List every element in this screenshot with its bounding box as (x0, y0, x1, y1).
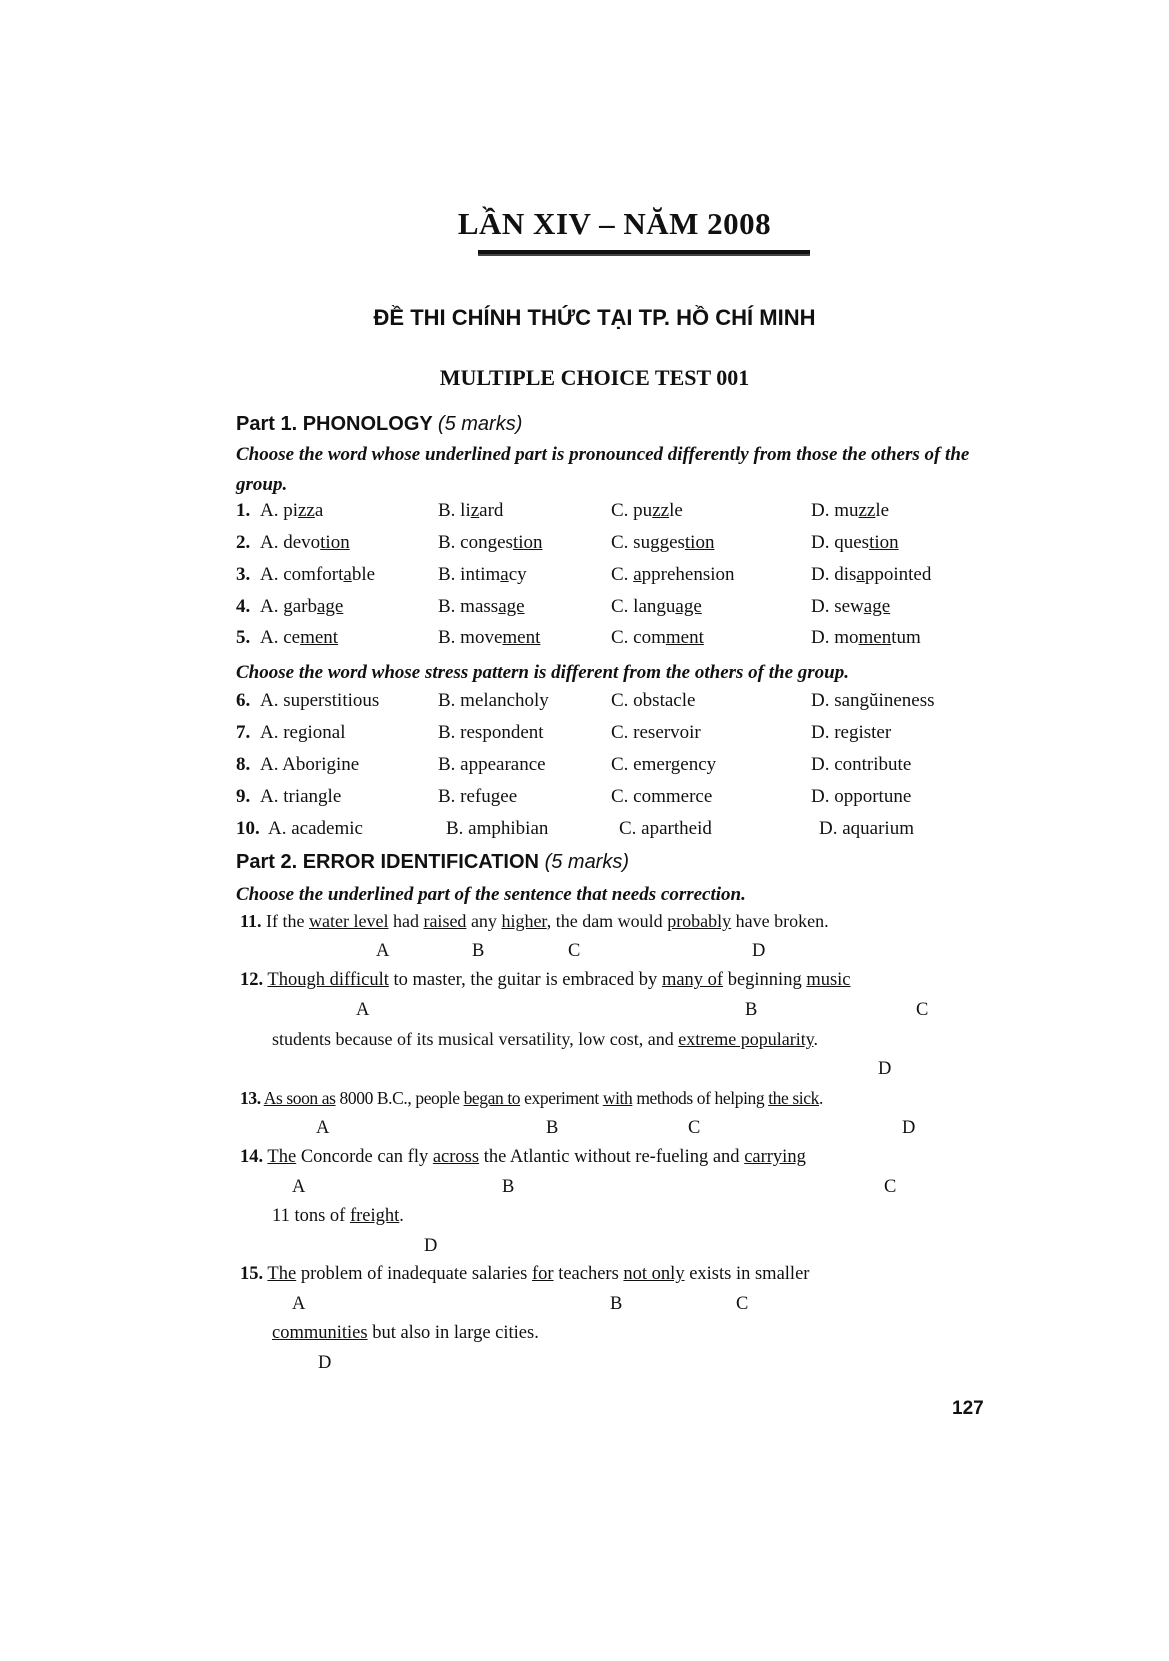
option-text: D. mo (811, 627, 859, 648)
letter-d: D (902, 1118, 916, 1138)
underlined-part: ment (502, 627, 541, 648)
underlined-part-c: not only (623, 1264, 685, 1284)
option-text: cy (508, 564, 527, 585)
underlined-part-d: communities (272, 1323, 368, 1343)
option-c (611, 786, 712, 808)
underlined-part: age (863, 596, 891, 617)
answer-letters-14-d (240, 1236, 960, 1260)
option-b (438, 786, 517, 808)
option-d (819, 818, 914, 840)
option-b (438, 596, 525, 618)
option-text: A. devo (260, 532, 321, 553)
option-a (260, 627, 338, 649)
underlined-part: age (675, 596, 702, 617)
sentence-text: 11 tons of (272, 1206, 350, 1226)
underlined-part-d: extreme popularity (678, 1029, 814, 1049)
question-number: 9. (236, 786, 251, 807)
sentence-text: , the dam would (546, 911, 668, 931)
option-d (811, 564, 931, 586)
page-title: LẦN XIV – NĂM 2008 (457, 206, 772, 241)
underlined-part-b: across (432, 1147, 480, 1167)
phonology-question-10 (236, 818, 996, 848)
letter-d: D (424, 1236, 438, 1256)
option-a (260, 690, 379, 712)
answer-letters-13 (240, 1118, 960, 1142)
sentence-text: problem of inadequate salaries (296, 1264, 532, 1284)
letter-b: B (502, 1177, 515, 1197)
letter-a: A (376, 941, 390, 961)
phonology-question-4 (236, 596, 996, 626)
sentence-text: any (466, 911, 502, 931)
sentence-text: teachers (553, 1264, 624, 1284)
underlined-part: ment (665, 627, 704, 648)
option-text: D. mu (811, 500, 859, 521)
underlined-part-b: many of (661, 970, 724, 990)
option-a (260, 754, 359, 776)
question-number: 4. (236, 596, 251, 617)
option-d (811, 690, 934, 712)
phonology-question-3 (236, 564, 996, 594)
question-13 (240, 1088, 960, 1109)
option-d (811, 596, 890, 618)
sentence-text: had (388, 911, 424, 931)
part2-instruction: Choose the underlined part of the sentence that needs correction. (236, 884, 746, 905)
option-b (438, 754, 546, 776)
part1-marks: (5 marks) (437, 413, 523, 435)
option-b (438, 500, 503, 522)
option-text: C. langu (611, 596, 676, 617)
underlined-part: ment (300, 627, 339, 648)
option-a (260, 722, 345, 744)
option-text: B. respondent (438, 722, 544, 743)
option-text: B. melancholy (438, 690, 549, 711)
option-text: C. reservoir (611, 722, 701, 743)
answer-letters-12 (240, 1000, 960, 1024)
exam-subtitle: ĐỀ THI CHÍNH THỨC TẠI TP. HỒ CHÍ MINH (373, 305, 816, 330)
option-text: a (314, 500, 324, 521)
phonology-question-1 (236, 500, 996, 530)
sentence-text: to master, the guitar is embraced by (388, 970, 662, 990)
phonology-question-8 (236, 754, 996, 784)
option-text: pprehension (641, 564, 735, 585)
option-text: A. ce (260, 627, 301, 648)
option-text: A. comfort (260, 564, 344, 585)
test-name: MULTIPLE CHOICE TEST 001 (439, 365, 750, 390)
question-number: 12. (240, 970, 264, 990)
underlined-part: men (858, 627, 892, 648)
part1-heading-text: Part 1. PHONOLOGY (236, 413, 433, 435)
question-number: 11. (240, 911, 262, 931)
option-text: B. appearance (438, 754, 546, 775)
option-text: D. opportune (811, 786, 912, 807)
option-c (611, 627, 704, 649)
question-number: 1. (236, 500, 251, 521)
sentence-text: . (813, 1029, 819, 1049)
option-a (260, 532, 350, 554)
letter-b: B (546, 1118, 559, 1138)
question-number: 14. (240, 1147, 264, 1167)
option-text: ppointed (864, 564, 932, 585)
question-15 (240, 1264, 960, 1285)
option-text: D. sangŭineness (811, 690, 935, 711)
option-text: le (669, 500, 683, 521)
option-text: C. commerce (611, 786, 713, 807)
question-number: 2. (236, 532, 251, 553)
underlined-part-d: probably (667, 911, 732, 931)
underlined-part-c: carrying (744, 1147, 806, 1167)
sentence-text: exists in smaller (684, 1264, 810, 1284)
sentence-text: beginning (723, 970, 807, 990)
option-b (438, 722, 544, 744)
underlined-part: tion (869, 532, 899, 553)
question-number: 15. (240, 1264, 264, 1284)
part1-instruction-1: Choose the word whose underlined part is pronounced differently from those the others of the group. (236, 444, 970, 495)
answer-letters-15 (240, 1294, 960, 1318)
sentence-text: methods of helping (632, 1088, 769, 1108)
sentence-text: experiment (520, 1088, 603, 1108)
underlined-part-d: freight (349, 1206, 400, 1226)
underlined-part: tion (320, 532, 350, 553)
part2-marks: (5 marks) (544, 851, 630, 873)
option-a (260, 596, 343, 618)
letter-c: C (736, 1294, 749, 1314)
option-text: A. garb (260, 596, 317, 617)
option-text: le (875, 500, 890, 521)
option-text: tum (891, 627, 921, 648)
underlined-part-a: water level (309, 911, 389, 931)
phonology-question-5 (236, 627, 996, 657)
letter-c: C (916, 1000, 929, 1020)
option-text: C. obstacle (611, 690, 696, 711)
answer-letters-12-d (240, 1059, 960, 1083)
underlined-part-b: raised (423, 911, 467, 931)
letter-d: D (318, 1353, 332, 1373)
part2-heading-text: Part 2. ERROR IDENTIFICATION (236, 851, 539, 873)
option-text: A. Aborigine (260, 754, 360, 775)
option-b (438, 627, 540, 649)
option-d (811, 722, 891, 744)
option-b (438, 564, 527, 586)
answer-letters-14 (240, 1177, 960, 1201)
letter-b: B (472, 941, 485, 961)
option-text: B. refugee (438, 786, 518, 807)
letter-a: A (356, 1000, 370, 1020)
option-text: D. contribute (811, 754, 912, 775)
letter-c: C (884, 1177, 897, 1197)
underlined-part-c: music (806, 970, 851, 990)
option-text: A. triangle (260, 786, 342, 807)
option-text: B. move (438, 627, 503, 648)
option-a (260, 564, 375, 586)
option-a (260, 786, 341, 808)
option-c (611, 722, 701, 744)
question-11 (240, 911, 960, 932)
option-d (811, 500, 889, 522)
underlined-part-d: the sick (768, 1088, 819, 1108)
question-12-line-2 (272, 1029, 992, 1050)
option-text: D. aquarium (819, 818, 914, 839)
underlined-part-c: higher (501, 911, 547, 931)
option-c (619, 818, 712, 840)
option-text: C. (611, 564, 634, 585)
option-text: B. intim (438, 564, 501, 585)
option-text: D. sew (811, 596, 864, 617)
option-b (446, 818, 548, 840)
option-text: B. li (438, 500, 471, 521)
underlined-part: z (470, 500, 480, 521)
letter-c: C (568, 941, 581, 961)
underlined-part-c: with (602, 1088, 633, 1108)
underlined-part: a (633, 564, 642, 585)
option-text: C. apartheid (619, 818, 712, 839)
option-d (811, 627, 921, 649)
question-14-line-2 (272, 1206, 992, 1227)
option-a (268, 818, 363, 840)
underlined-part-b: began to (463, 1088, 521, 1108)
underlined-part: a (500, 564, 509, 585)
option-c (611, 564, 735, 586)
underlined-part: a (856, 564, 865, 585)
option-b (438, 690, 549, 712)
part2-heading (236, 851, 629, 874)
sentence-text: If the (266, 911, 309, 931)
option-b (438, 532, 543, 554)
question-14 (240, 1147, 960, 1168)
answer-letters-15-d (240, 1353, 960, 1377)
option-text: C. pu (611, 500, 653, 521)
option-text: B. conges (438, 532, 513, 553)
page-number: 127 (952, 1398, 984, 1419)
sentence-text: . (399, 1206, 404, 1226)
option-text: A. pi (260, 500, 298, 521)
underlined-part: zz (858, 500, 876, 521)
letter-a: A (292, 1294, 306, 1314)
part1-instruction-2: Choose the word whose stress pattern is different from the others of the group. (236, 662, 850, 683)
question-number: 7. (236, 722, 251, 743)
sentence-text: . (818, 1088, 823, 1108)
letter-d: D (878, 1059, 892, 1079)
phonology-question-9 (236, 786, 996, 816)
option-text: B. mass (438, 596, 499, 617)
underlined-part: age (316, 596, 344, 617)
letter-b: B (610, 1294, 623, 1314)
underlined-part-a: The (267, 1264, 297, 1284)
option-text: ble (351, 564, 376, 585)
option-text: A. superstitious (260, 690, 380, 711)
question-number: 3. (236, 564, 251, 585)
question-number: 8. (236, 754, 251, 775)
option-c (611, 532, 714, 554)
letter-b: B (745, 1000, 758, 1020)
underlined-part-a: The (267, 1147, 297, 1167)
question-number: 5. (236, 627, 251, 648)
phonology-question-7 (236, 722, 996, 752)
question-number: 10. (236, 818, 260, 839)
option-c (611, 500, 683, 522)
underlined-part: a (343, 564, 352, 585)
option-text: C. sugges (611, 532, 685, 553)
option-d (811, 532, 899, 554)
option-a (260, 500, 323, 522)
phonology-question-6 (236, 690, 996, 720)
option-c (611, 754, 716, 776)
option-c (611, 596, 702, 618)
question-12 (240, 970, 960, 991)
title-underline (478, 250, 810, 256)
sentence-text: but also in large cities. (367, 1323, 539, 1343)
option-text: D. register (811, 722, 892, 743)
underlined-part-a: As soon as (263, 1088, 336, 1108)
option-text: C. emergency (611, 754, 717, 775)
option-d (811, 754, 911, 776)
sentence-text: 8000 B.C., people (335, 1088, 464, 1108)
sentence-text: Concorde can fly (296, 1147, 433, 1167)
question-number: 6. (236, 690, 251, 711)
option-text: B. amphibian (446, 818, 549, 839)
letter-c: C (688, 1118, 701, 1138)
option-text: A. regional (260, 722, 346, 743)
underlined-part: zz (652, 500, 670, 521)
option-text: ard (479, 500, 504, 521)
underlined-part: age (498, 596, 525, 617)
sentence-text: students because of its musical versatility, low cost, and (272, 1029, 679, 1049)
option-d (811, 786, 911, 808)
sentence-text: the Atlantic without re-fueling and (479, 1147, 745, 1167)
phonology-question-2 (236, 532, 996, 562)
question-number: 13. (240, 1088, 261, 1108)
letter-a: A (292, 1177, 306, 1197)
underlined-part: zz (298, 500, 315, 521)
option-c (611, 690, 695, 712)
underlined-part: tion (684, 532, 715, 553)
option-text: D. dis (811, 564, 857, 585)
letter-a: A (316, 1118, 330, 1138)
question-15-line-2 (272, 1323, 992, 1344)
underlined-part: tion (512, 532, 543, 553)
option-text: D. ques (811, 532, 870, 553)
option-text: A. academic (268, 818, 363, 839)
part1-heading (236, 413, 522, 436)
letter-d: D (752, 941, 766, 961)
underlined-part-a: Though difficult (267, 970, 389, 990)
underlined-part-b: for (531, 1264, 554, 1284)
answer-letters-11 (240, 941, 960, 965)
option-text: C. com (611, 627, 666, 648)
sentence-text: have broken. (731, 911, 829, 931)
